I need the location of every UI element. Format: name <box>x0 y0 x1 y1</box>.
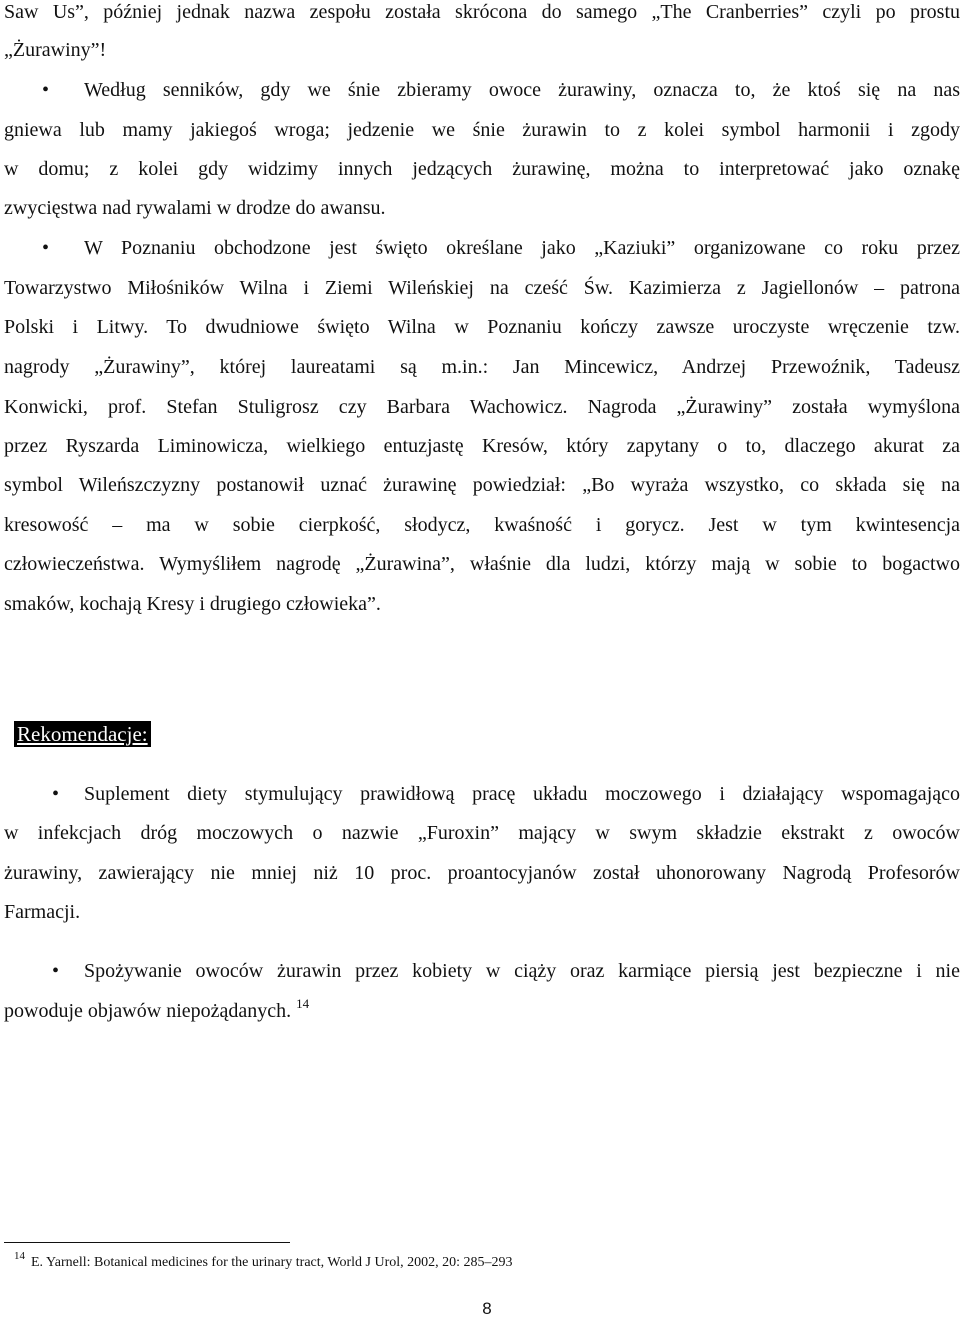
bullet-furoxin-line: Farmacji. <box>4 901 81 923</box>
footnote-mark: 14 <box>14 1250 25 1262</box>
footnote-reference[interactable]: 14 <box>296 996 310 1011</box>
footnote <box>14 1250 513 1273</box>
bullet-ciaza-line <box>4 996 960 1023</box>
page-number: 8 <box>482 1299 492 1318</box>
bullet-furoxin-line: Suplement diety stymulujący prawidłową pracę układu moczowego i działający wspomagająco <box>84 783 960 805</box>
bullet-ciaza-line: Spożywanie owoców żurawin przez kobiety w ciąży oraz karmiące piersią jest bezpieczne i nie <box>84 960 960 982</box>
bullet-senniki-line: gniewa lub mamy jakiegoś wroga; jedzenie we śnie żurawin to z kolei symbol harmonii i zgody <box>4 119 960 141</box>
bullet-furoxin-line: żurawiny, zawierający nie mniej niż 10 proc. proantocyjanów został uhonorowany Nagrodą Profesorów <box>4 862 960 884</box>
bullet-ciaza-text: powoduje objawów niepożądanych. <box>4 1000 292 1022</box>
footnote-text: E. Yarnell: Botanical medicines for the urinary tract, World J Urol, 2002, 20: 285–293 <box>31 1255 513 1270</box>
bullet-icon: • <box>42 237 50 259</box>
bullet-kaziuki-line: Konwicki, prof. Stefan Stuligrosz czy Barbara Wachowicz. Nagroda „Żurawiny” została wymyślona <box>4 396 960 418</box>
bullet-kaziuki-line: przez Ryszarda Liminowicza, wielkiego entuzjastę Kresów, który zapytany o to, dlaczego akurat za <box>4 435 960 457</box>
bullet-kaziuki-line: symbol Wileńszczyzny postanowił uznać żurawinę powiedział: „Bo wyraża wszystko, co składa się na <box>4 474 960 496</box>
bullet-kaziuki-line: kresowość – ma w sobie cierpkość, słodycz, kwaśność i gorycz. Jest w tym kwintesencja <box>4 514 960 536</box>
bullet-kaziuki-line: człowieczeństwa. Wymyśliłem nagrodę „Żurawina”, właśnie dla ludzi, którzy mają w sobie to bogactwo <box>4 553 960 575</box>
bullet-kaziuki-line: nagrody „Żurawiny”, której laureatami są m.in.: Jan Mincewicz, Andrzej Przewoźnik, Tadeusz <box>4 356 960 378</box>
bullet-icon: • <box>42 79 50 101</box>
bullet-kaziuki-line: W Poznaniu obchodzone jest święto określane jako „Kaziuki” organizowane co roku przez <box>84 237 960 259</box>
bullet-icon: • <box>52 960 60 982</box>
bullet-senniki-line: zwycięstwa nad rywalami w drodze do awansu. <box>4 197 386 219</box>
bullet-kaziuki-line: Polski i Litwy. To dwudniowe święto Wilna w Poznaniu kończy zawsze uroczyste wręczenie tzw. <box>4 316 960 338</box>
bullet-senniki-line: w domu; z kolei gdy widzimy innych jedzących żurawinę, można to interpretować jako oznakę <box>4 158 960 180</box>
bullet-icon: • <box>52 783 60 805</box>
intro-line: „Żurawiny”! <box>4 39 107 61</box>
bullet-kaziuki-line: Towarzystwo Miłośników Wilna i Ziemi Wileńskiej na cześć Św. Kazimierza z Jagiellonów – patrona <box>4 277 960 299</box>
footnote-divider <box>4 1242 290 1243</box>
bullet-furoxin-line: w infekcjach dróg moczowych o nazwie „Furoxin” mający w swym składzie ekstrakt z owoców <box>4 822 960 844</box>
section-heading: Rekomendacje: <box>14 721 151 747</box>
bullet-kaziuki-line: smaków, kochają Kresy i drugiego człowieka”. <box>4 593 381 615</box>
intro-line: Saw Us”, później jednak nazwa zespołu została skrócona do samego „The Cranberries” czyli po prostu <box>4 1 960 23</box>
bullet-senniki-line: Według senników, gdy we śnie zbieramy owoce żurawiny, oznacza to, że ktoś się na nas <box>84 79 960 101</box>
